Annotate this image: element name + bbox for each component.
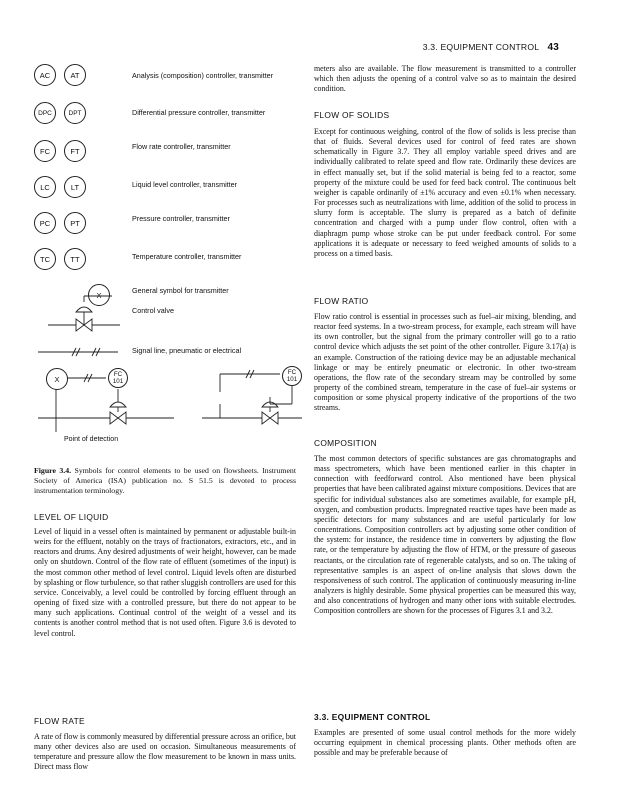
paragraph-level-of-liquid: Level of liquid in a vessel often is maintained by permanent or adjustable built-in weirs for the effluent, notably on the trays of fractionators, extractors, etc., and in reactors and drums. Any desired adjustments of weir height, however, can be made only on shutdown. Control of the flow rate of effluent (sometimes of the input) is the most common other method of level control. Liquid levels often are disturbed by splashing or flow turbulence, so that rather sluggish controllers are used for this service. Conceivably, a level could be controlled by forcing effluent through an opening of fixed size with a controlled pressure, but there do not appear to be many such applications. Continual control of the weight of a vessel and its contents is another control method that is not used often. Figure 3.6 is devoted to level control.	[34, 527, 296, 638]
legend-label-analysis: Analysis (composition) controller, transmitter	[132, 71, 274, 80]
legend-label-signal-line: Signal line, pneumatic or electrical	[132, 346, 242, 355]
ft-symbol: FT	[64, 140, 86, 162]
signal-line-icon	[38, 348, 118, 356]
general-transmitter-symbol: X	[88, 284, 110, 306]
ac-symbol: AC	[34, 64, 56, 86]
heading-flow-ratio: FLOW RATIO	[314, 296, 369, 306]
paragraph-flow-of-solids: Except for continuous weighing, control of the flow of solids is less precise than that of fluids. Several devices used for control of feed rates are shown schematically in Figure 3.7. They all employ variable speed drives and are individually calibrated to relate speed and flow rate. Ordinarily these devices are in effect manually set, but if the solid material is being fed to a reactor, some property of the mixture could be used for feed back control. The continuous belt weigher is capable ordinarily of ±1% accuracy and even ±0.1% when necessary. For processes such as neutralizations with lime, addition of the solid to process in slurry form is acceptable. The slurry is prepared as a batch of definite concentration and charged with a pump under flow control, often with a diaphragm pump whose stroke can be put under feedback control. For some applications it is adequate or necessary to feed weighed amounts of solids to a process on a timed basis.	[314, 127, 576, 258]
legend-label-diff-pressure: Differential pressure controller, transmitter	[132, 108, 266, 117]
fc-tag-2: FC	[287, 369, 297, 376]
symbol-legend-figure	[34, 64, 304, 464]
fc-loop-number-2: 101	[286, 376, 298, 383]
fc-tag: FC	[113, 371, 123, 378]
heading-flow-of-solids: FLOW OF SOLIDS	[314, 110, 390, 120]
lt-symbol: LT	[64, 176, 86, 198]
running-header	[423, 42, 559, 53]
example-transmitter-symbol: X	[46, 368, 68, 390]
legend-label-flow-rate: Flow rate controller, transmitter	[132, 142, 231, 151]
fc-loop-number: 101	[112, 378, 124, 385]
point-of-detection-label: Point of detection	[64, 436, 119, 443]
paragraph-flow-rate: A rate of flow is commonly measured by differential pressure across an orifice, but many other devices also are used on occasion. Simultaneous measurements of temperature and pressure allow the flow measurement to be known in mass units. Direct mass flow	[34, 732, 296, 772]
example-fc101-symbol-2	[282, 366, 302, 386]
valve-and-signal-diagram	[34, 64, 304, 464]
legend-label-temperature: Temperature controller, transmitter	[132, 252, 242, 261]
example-fc101-symbol	[108, 368, 128, 388]
paragraph-equipment-control: Examples are presented of some usual control methods for the more widely occurring equipment in chemical processing plants. Other methods often are possible and may be preferable because of	[314, 728, 576, 758]
pt-symbol: PT	[64, 212, 86, 234]
figure-caption	[34, 466, 296, 496]
dpc-symbol: DPC	[34, 102, 56, 124]
paragraph-flow-rate-cont: meters also are available. The flow measurement is transmitted to a controller which then adjusts the opening of a control valve so as to maintain the desired condition.	[314, 64, 576, 94]
control-valve-icon	[48, 296, 120, 331]
page-number: 43	[547, 42, 559, 53]
paragraph-composition: The most common detectors of specific substances are gas chromatographs and mass spectrometers, which have been mentioned earlier in this chapter in connection with feedforward control. Also mentioned have been physical properties that have been calibrated against mixture compositions. Devices that are specific for individual substances also are sometimes available, for example pH, oxygen, and combustion products. Impregnated reactive tapes have been made as specific detectors for many substances and are useful particularly for low concentrations. Composition controllers act by adjusting some other condition of the system: for instance, the residence time in converters by adjusting the flow rate, or the temperature by adjusting the flow of HTM, or the pressure of gaseous reactants, or the circulation rate of regenerable catalysts, and so on. The taking of representative samples is an aspect of on-line analysis that slows down the responsiveness of such control. The application of continuously measuring in-line analyzers is highly desirable. Some physical properties can be measured this way, and also concentrations of hydrogen and many other ions with suitable electrodes. Composition controllers are shown for the processes of Figures 3.1 and 3.2.	[314, 454, 576, 616]
legend-label-general: General symbol for transmitter	[132, 286, 229, 295]
tc-symbol: TC	[34, 248, 56, 270]
lc-symbol: LC	[34, 176, 56, 198]
heading-equipment-control: 3.3. EQUIPMENT CONTROL	[314, 712, 431, 722]
dpt-symbol: DPT	[64, 102, 86, 124]
legend-label-pressure: Pressure controller, transmitter	[132, 214, 230, 223]
pc-symbol: PC	[34, 212, 56, 234]
heading-level-of-liquid: LEVEL OF LIQUID	[34, 512, 109, 522]
heading-flow-rate: FLOW RATE	[34, 716, 85, 726]
fc-symbol: FC	[34, 140, 56, 162]
header-section-title: 3.3. EQUIPMENT CONTROL	[422, 42, 539, 52]
paragraph-flow-ratio: Flow ratio control is essential in processes such as fuel–air mixing, blending, and reactor feed systems. In a two-stream process, for example, each stream will have its own controller, but the signal from the primary controller will go to a ratio control device which adjusts the set point of the other controller. Figure 3.17(a) is an example. Construction of the ratioing device may be an adjustable mechanical linkage or may be entirely pneumatic or electronic. In other two-stream operations, the flow rate of the secondary stream may be controlled by some property of the combined stream, temperature in the case of fuel–air systems or composition or some physical property indicative of the proportions of the two streams.	[314, 312, 576, 413]
figure-number: Figure 3.4.	[34, 466, 72, 475]
at-symbol: AT	[64, 64, 86, 86]
tt-symbol: TT	[64, 248, 86, 270]
figure-caption-text: Symbols for control elements to be used on flowsheets. Instrument Society of America (ISA) publication no. S 51.5 is devoted to process instrumentation terminology.	[34, 466, 296, 495]
legend-label-liquid-level: Liquid level controller, transmitter	[132, 180, 238, 189]
heading-composition: COMPOSITION	[314, 438, 377, 448]
legend-label-control-valve: Control valve	[132, 306, 174, 315]
